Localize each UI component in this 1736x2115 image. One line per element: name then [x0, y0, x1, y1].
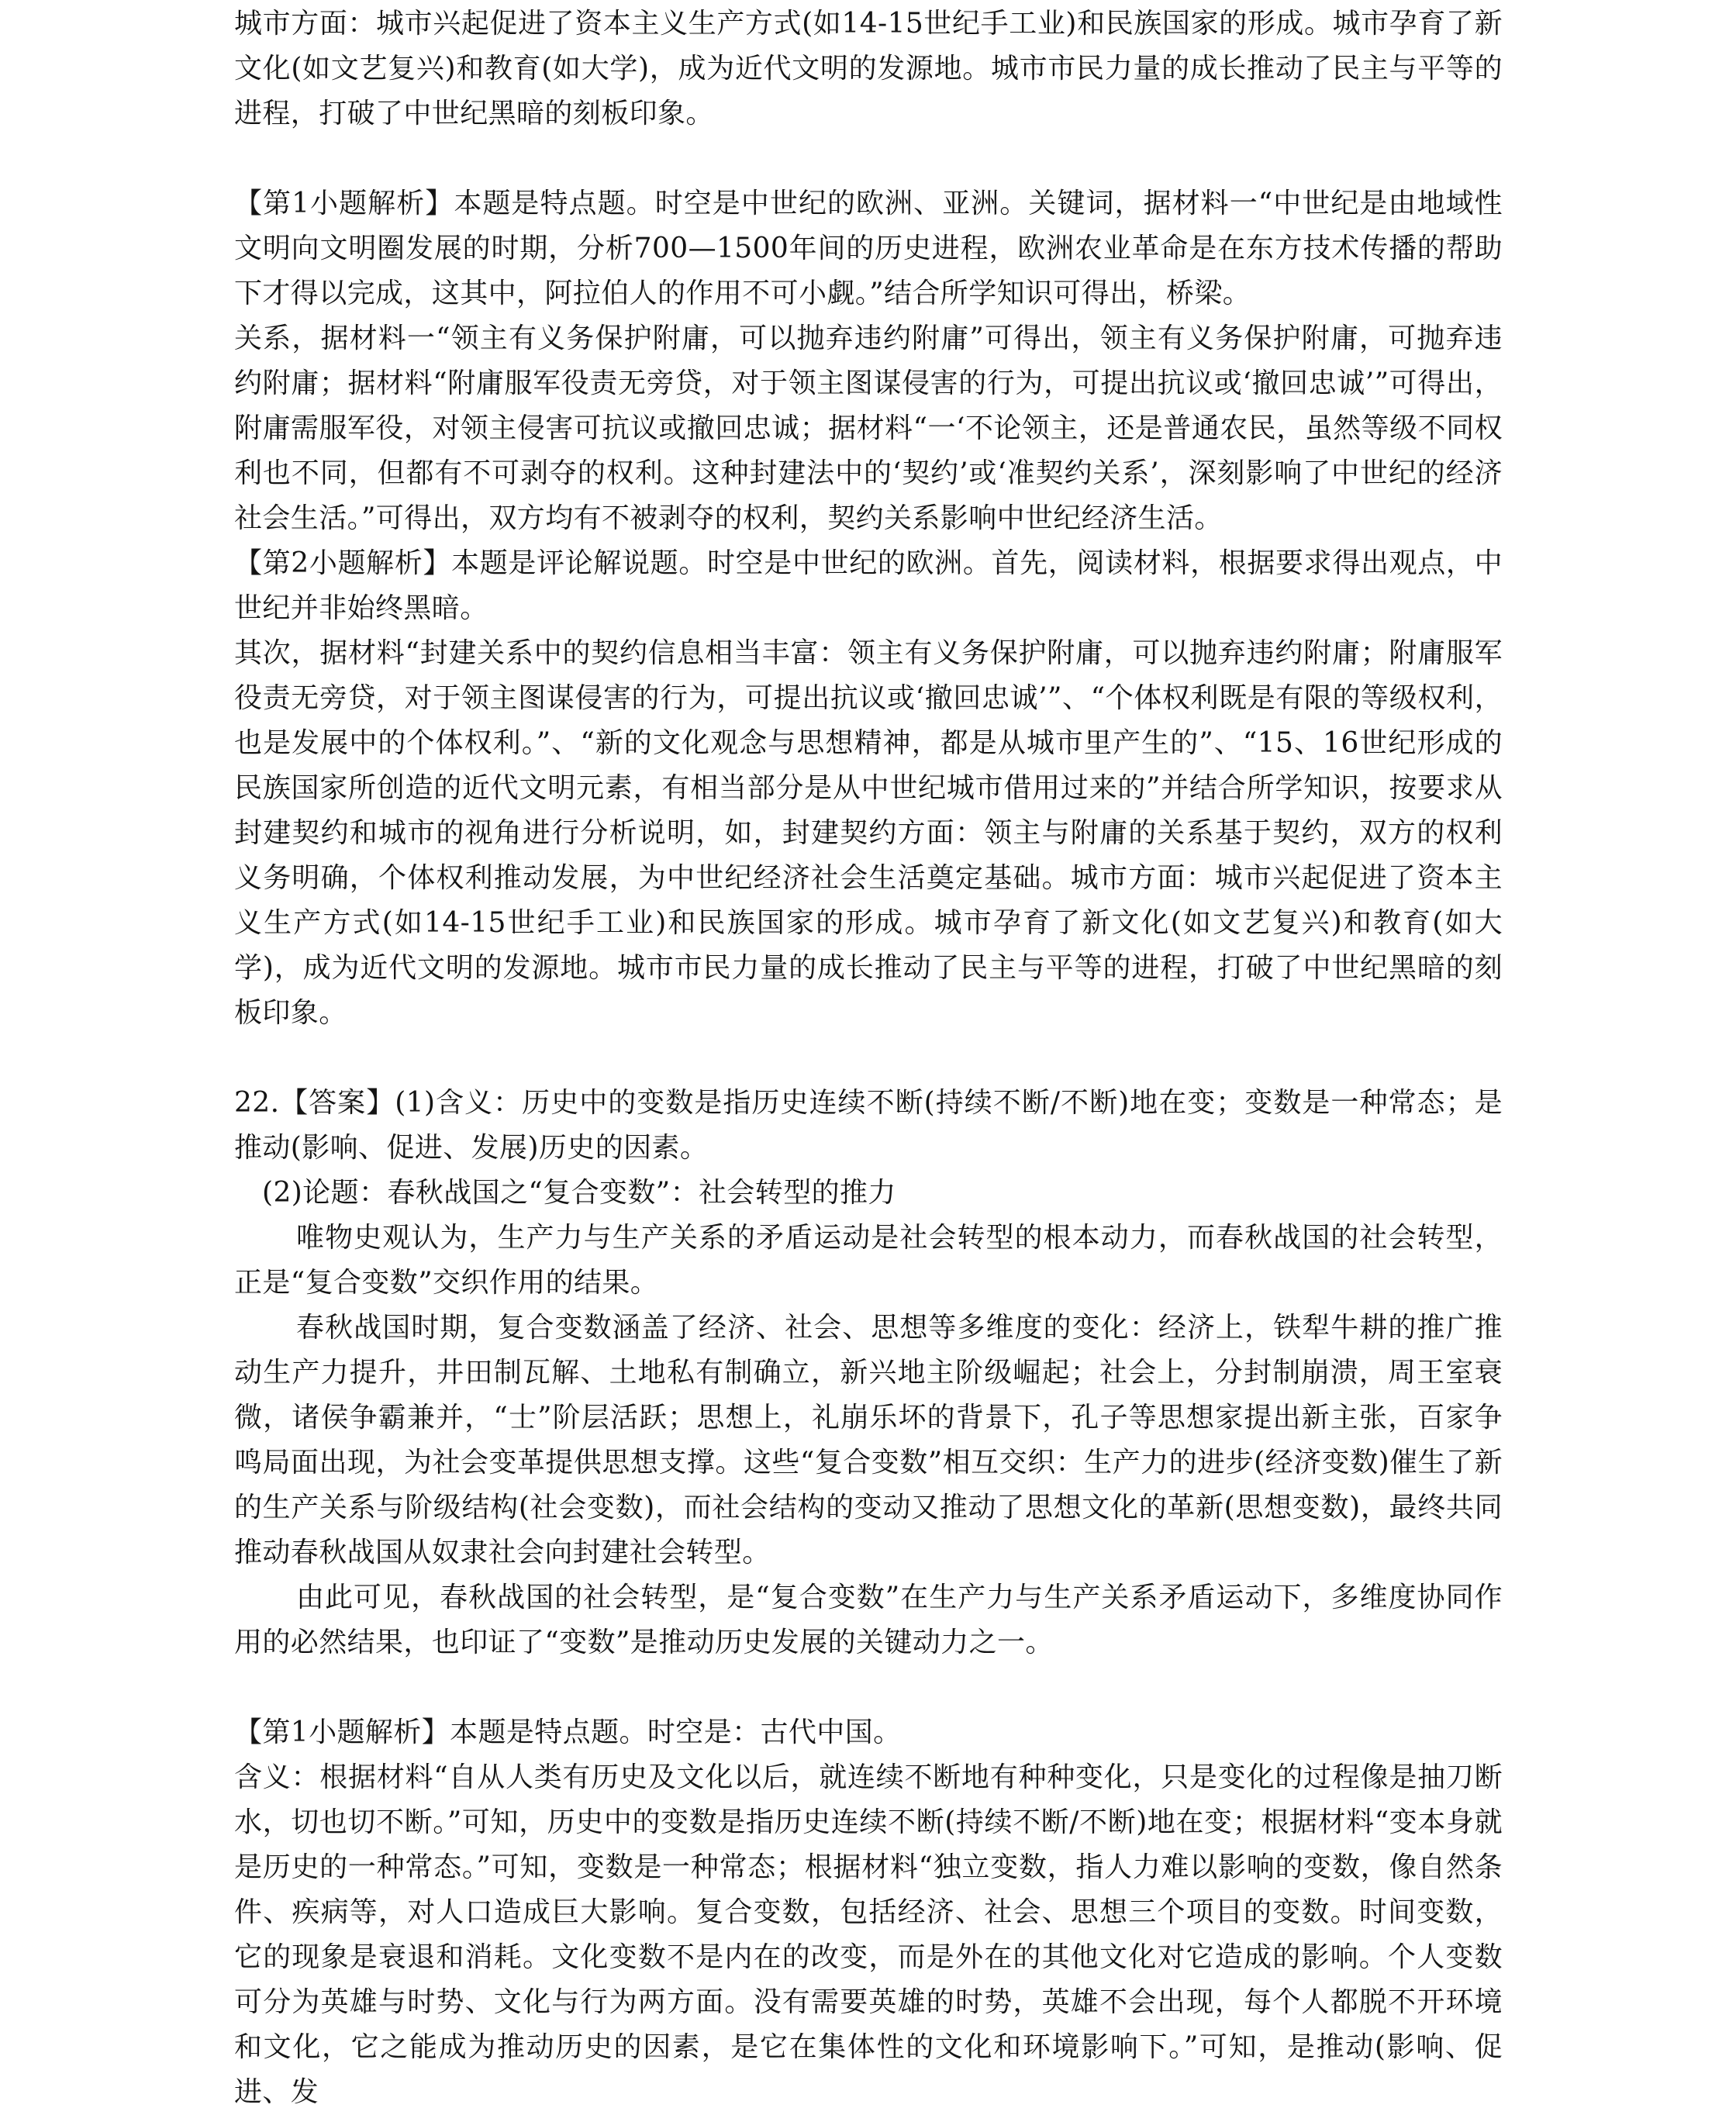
paragraph-q2-detail: 其次，据材料“封建关系中的契约信息相当丰富：领主有义务保护附庸，可以抛弃违约附庸；附庸服军役责无旁贷，对于领主图谋侵害的行为，可提出抗议或‘撤回忠诚’”、“个体权利既是有限的等级权利，也是发展中的个体权利。”、“新的文化观念与思想精神，都是从城市里产生的”、“15、16世纪形成的民族国家所创造的近代文明元素，有相当部分是从中世纪城市借用过来的”并结合所学知识，按要求从封建契约和城市的视角进行分析说明，如，封建契约方面：领主与附庸的关系基于契约，双方的权利义务明确，个体权利推动发展，为中世纪经济社会生活奠定基础。城市方面：城市兴起促进了资本主义生产方式(如14-15世纪手工业)和民族国家的形成。城市孕育了新文化(如文艺复兴)和教育(如大学)，成为近代文明的发源地。城市市民力量的成长推动了民主与平等的进程，打破了中世纪黑暗的刻板印象。	[234, 637, 1503, 1029]
spacer	[234, 136, 1503, 181]
spacer	[234, 1036, 1503, 1081]
q2-analysis-title: 【第2小题解析】	[234, 547, 452, 579]
answer-tag: 【答案】	[279, 1087, 395, 1119]
paragraph-q1-relation: 关系，据材料一“领主有义务保护附庸，可以抛弃违约附庸”可得出，领主有义务保护附庸，可抛弃违约附庸；据材料“附庸服军役责无旁贷，对于领主图谋侵害的行为，可提出抗议或‘撤回忠诚’”可得出，附庸需服军役，对领主侵害可抗议或撤回忠诚；据材料“一‘不论领主，还是普通农民，虽然等级不同权利也不同，但都有不可剥夺的权利。这种封建法中的‘契约’或‘准契约关系’，深刻影响了中世纪的经济社会生活。”可得出，双方均有不被剥夺的权利，契约关系影响中世纪经济生活。	[234, 323, 1503, 534]
paragraph-essay-2: 春秋战国时期，复合变数涵盖了经济、社会、思想等多维度的变化：经济上，铁犁牛耕的推广推动生产力提升，井田制瓦解、土地私有制确立，新兴地主阶级崛起；社会上，分封制崩溃，周王室衰微，诸侯争霸兼并，“士”阶层活跃；思想上，礼崩乐坏的背景下，孔子等思想家提出新主张，百家争鸣局面出现，为社会变革提供思想支撑。这些“复合变数”相互交织：生产力的进步(经济变数)催生了新的生产关系与阶级结构(社会变数)，而社会结构的变动又推动了思想文化的革新(思想变数)，最终共同推动春秋战国从奴隶社会向封建社会转型。	[234, 1312, 1503, 1568]
q1-analysis-text-22: 本题是特点题。时空是：古代中国。	[450, 1716, 902, 1748]
paragraph-essay-1: 唯物史观认为，生产力与生产关系的矛盾运动是社会转型的根本动力，而春秋战国的社会转型，正是“复合变数”交织作用的结果。	[234, 1222, 1503, 1299]
spacer	[234, 1665, 1503, 1710]
answer-part-1: (1)含义：历史中的变数是指历史连续不断(持续不断/不断)地在变；变数是一种常态；是推动(影响、促进、发展)历史的因素。	[234, 1087, 1503, 1164]
paragraph-meaning-analysis: 含义：根据材料“自从人类有历史及文化以后，就连续不断地有种种变化，只是变化的过程像是抽刀断水，切也切不断。”可知，历史中的变数是指历史连续不断(持续不断/不断)地在变；根据材料“变本身就是历史的一种常态。”可知，变数是一种常态；根据材料“独立变数，指人力难以影响的变数，像自然条件、疾病等，对人口造成巨大影响。复合变数，包括经济、社会、思想三个项目的变数。时间变数，它的现象是衰退和消耗。文化变数不是内在的改变，而是外在的其他文化对它造成的影响。个人变数可分为英雄与时势、文化与行为两方面。没有需要英雄的时势，英雄不会出现，每个人都脱不开环境和文化，它之能成为推动历史的因素，是它在集体性的文化和环境影响下。”可知，是推动(影响、促进、发	[234, 1761, 1503, 2108]
paragraph-city-aspect: 城市方面：城市兴起促进了资本主义生产方式(如14-15世纪手工业)和民族国家的形成。城市孕育了新文化(如文艺复兴)和教育(如大学)，成为近代文明的发源地。城市市民力量的成长推动了民主与平等的进程，打破了中世纪黑暗的刻板印象。	[234, 8, 1503, 129]
q1-analysis-title-22: 【第1小题解析】	[234, 1716, 450, 1748]
paragraph-q1-analysis-22	[234, 1710, 1503, 1755]
paragraph-answer-part-2: (2)论题：春秋战国之“复合变数”：社会转型的推力	[262, 1177, 896, 1209]
document-body	[234, 2, 1503, 2115]
paragraph-essay-3: 由此可见，春秋战国的社会转型，是“复合变数”在生产力与生产关系矛盾运动下，多维度协同作用的必然结果，也印证了“变数”是推动历史发展的关键动力之一。	[234, 1582, 1503, 1658]
q1-analysis-text: 本题是特点题。时空是中世纪的欧洲、亚洲。关键词，据材料一“中世纪是由地域性文明向文明圈发展的时期，分析700—1500年间的历史进程，欧洲农业革命是在东方技术传播的帮助下才得以完成，这其中，阿拉伯人的作用不可小觑。”结合所学知识可得出，桥梁。	[234, 188, 1503, 309]
paragraph-q1-analysis	[234, 181, 1503, 316]
paragraph-q2-analysis	[234, 541, 1503, 631]
q1-analysis-title: 【第1小题解析】	[234, 188, 454, 219]
q2-analysis-text: 本题是评论解说题。时空是中世纪的欧洲。首先，阅读材料，根据要求得出观点，中世纪并非始终黑暗。	[234, 547, 1503, 624]
paragraph-answer-22	[234, 1081, 1503, 1171]
question-number: 22.	[234, 1087, 280, 1119]
